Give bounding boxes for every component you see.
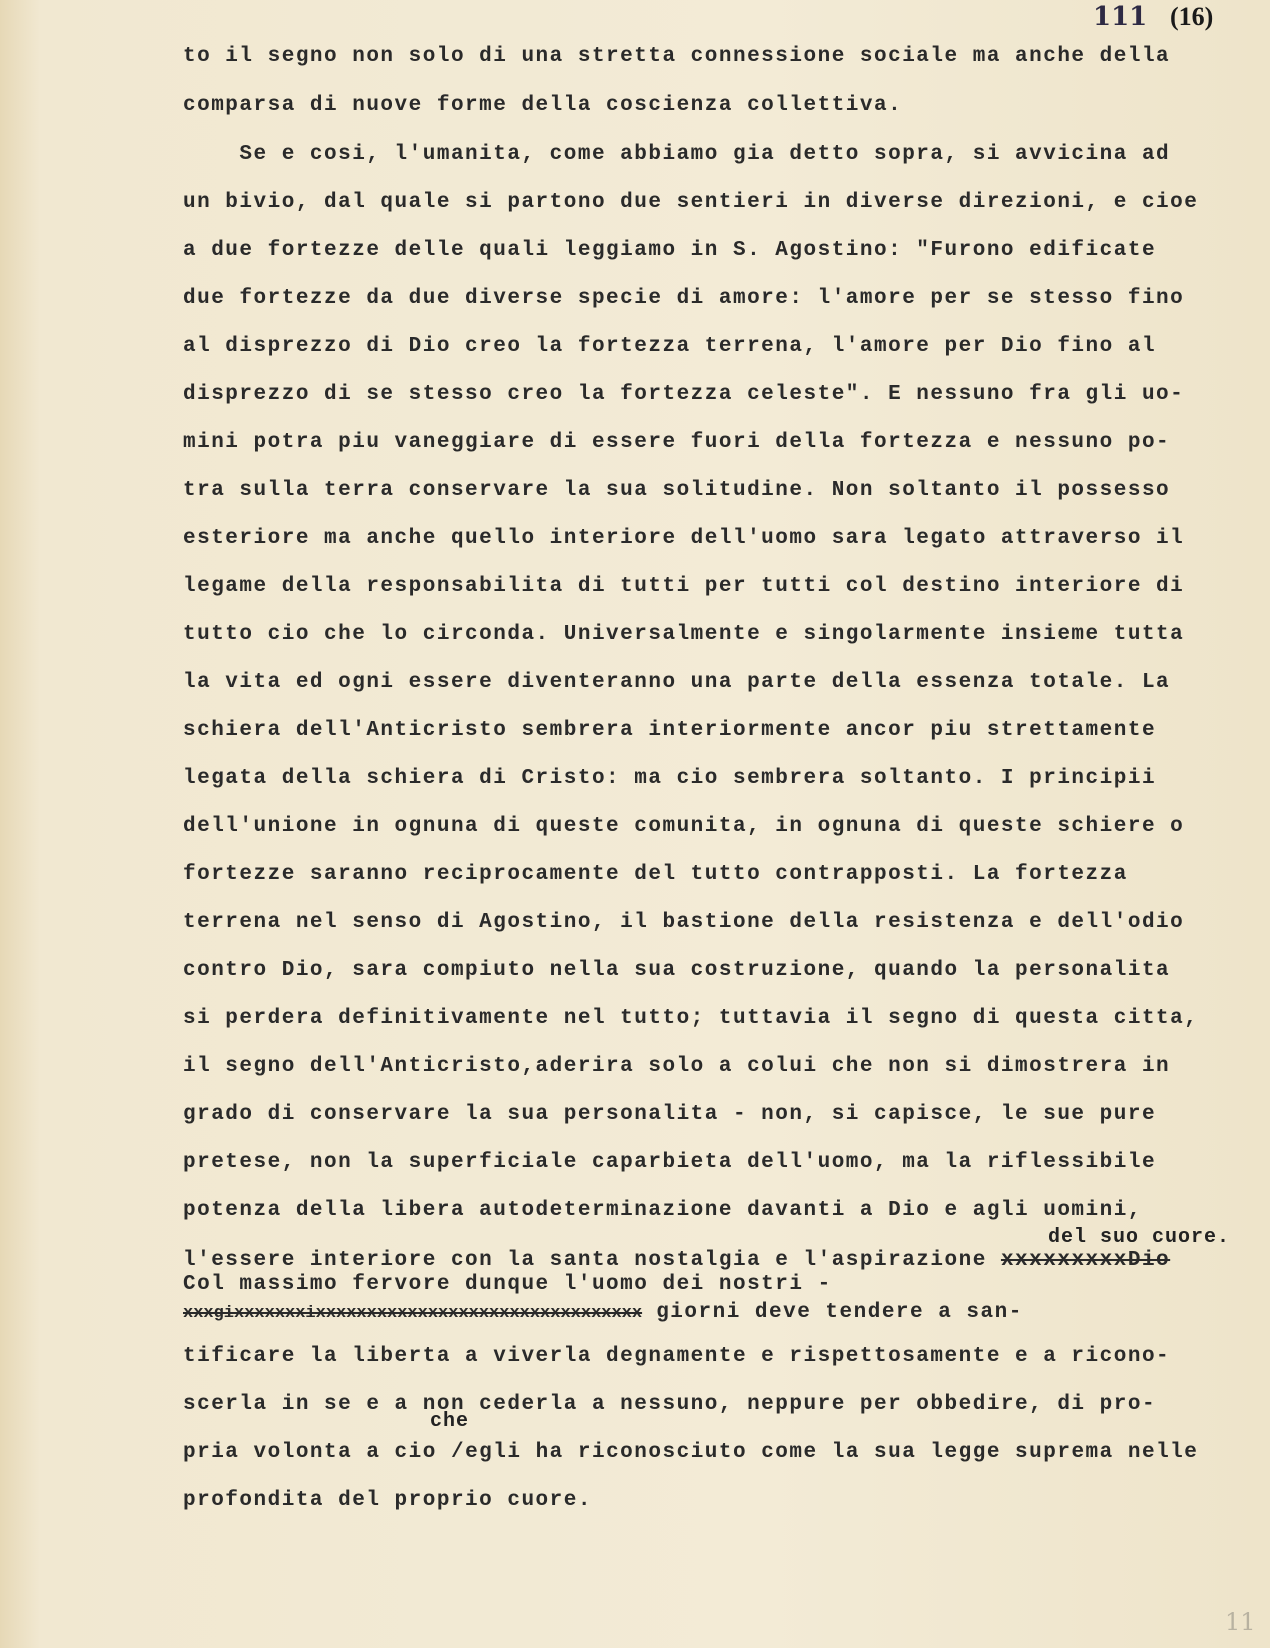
text-line: a due fortezze delle quali leggiamo in S. Agostino: "Furono edificate [183, 239, 1157, 262]
handwritten-mark: 11 [1225, 1608, 1256, 1636]
page-number: (16) [1170, 2, 1214, 31]
text-line: schiera dell'Anticristo sembrera interiormente ancor piu strettamente [183, 719, 1157, 742]
typed-insertion: che [430, 1410, 470, 1433]
text-line: esteriore ma anche quello interiore dell'uomo sara legato attraverso il [183, 527, 1185, 550]
text-line: comparsa di nuove forme della coscienza collettiva. [183, 94, 903, 117]
text-line: legame della responsabilita di tutti per tutti col destino interiore di [183, 575, 1185, 598]
text-line: mini potra piu vaneggiare di essere fuori della fortezza e nessuno po- [183, 431, 1171, 454]
text-line: fortezze saranno reciprocamente del tutto contrapposti. La fortezza [183, 863, 1128, 886]
line-text: pria volonta a cio [183, 1441, 437, 1464]
text-line: tificare la liberta a viverla degnamente e rispettosamente e a ricono- [183, 1345, 1171, 1368]
text-line: profondita del proprio cuore. [183, 1489, 592, 1512]
text-line: to il segno non solo di una stretta connessione sociale ma anche della [183, 45, 1171, 68]
struck-text: xxxgixxxxxxxixxxxxxxxxxxxxxxxxxxxxxxxxxxxxxxx [183, 1304, 643, 1323]
text-line: il segno dell'Anticristo,aderira solo a colui che non si dimostrera in [183, 1055, 1171, 1078]
caret-mark: / [450, 1441, 466, 1464]
text-line: due fortezze da due diverse specie di amore: l'amore per se stesso fino [183, 287, 1185, 310]
text-line [183, 1439, 1248, 1467]
text-line [183, 1299, 1248, 1328]
line-text: Col massimo fervore dunque l'uomo dei nostri [183, 1273, 804, 1296]
text-line: tra sulla terra conservare la sua solitudine. Non soltanto il possesso [183, 479, 1171, 502]
text-line: Se e cosi, l'umanita, come abbiamo gia detto sopra, si avvicina ad [183, 143, 1171, 166]
line-text: l'essere interiore con la santa nostalgia e l'aspirazione [183, 1249, 987, 1272]
line-text: egli ha riconosciuto come la sua legge suprema nelle [465, 1441, 1199, 1464]
handwritten-folio-number: 111 [1093, 2, 1148, 32]
text-line: la vita ed ogni essere diventeranno una parte della essenza totale. La [183, 671, 1171, 694]
text-line: al disprezzo di Dio creo la fortezza terrena, l'amore per Dio fino al [183, 335, 1157, 358]
text-line: potenza della libera autodeterminazione davanti a Dio e agli uomini, [183, 1199, 1142, 1222]
text-line: dell'unione in ognuna di queste comunita, in ognuna di queste schiere o [183, 815, 1185, 838]
text-line: contro Dio, sara compiuto nella sua costruzione, quando la personalita [183, 959, 1171, 982]
text-line: legata della schiera di Cristo: ma cio sembrera soltanto. I principii [183, 767, 1157, 790]
text-line: pretese, non la superficiale caparbieta dell'uomo, ma la riflessibile [183, 1151, 1157, 1174]
line-text: giorni deve tendere a san- [656, 1301, 1023, 1324]
text-line: tutto cio che lo circonda. Universalmente e singolarmente insieme tutta [183, 623, 1185, 646]
text-line: disprezzo di se stesso creo la fortezza celeste". E nessuno fra gli uo- [183, 383, 1185, 406]
text-line [183, 1271, 1248, 1299]
text-line: grado di conservare la sua personalita - non, si capisce, le sue pure [183, 1103, 1157, 1126]
text-line: terrena nel senso di Agostino, il bastione della resistenza e dell'odio [183, 911, 1185, 934]
text-line: scerla in se e a non cederla a nessuno, neppure per obbedire, di pro- [183, 1393, 1157, 1416]
struck-text: xxxxxxxxxDio [1000, 1249, 1171, 1272]
insertion-mark: - [817, 1273, 832, 1296]
typed-insertion: del suo cuore. [1048, 1226, 1231, 1249]
text-line: un bivio, dal quale si partono due sentieri in diverse direzioni, e cioe [183, 191, 1199, 214]
text-line: si perdera definitivamente nel tutto; tuttavia il segno di questa citta, [183, 1007, 1199, 1030]
